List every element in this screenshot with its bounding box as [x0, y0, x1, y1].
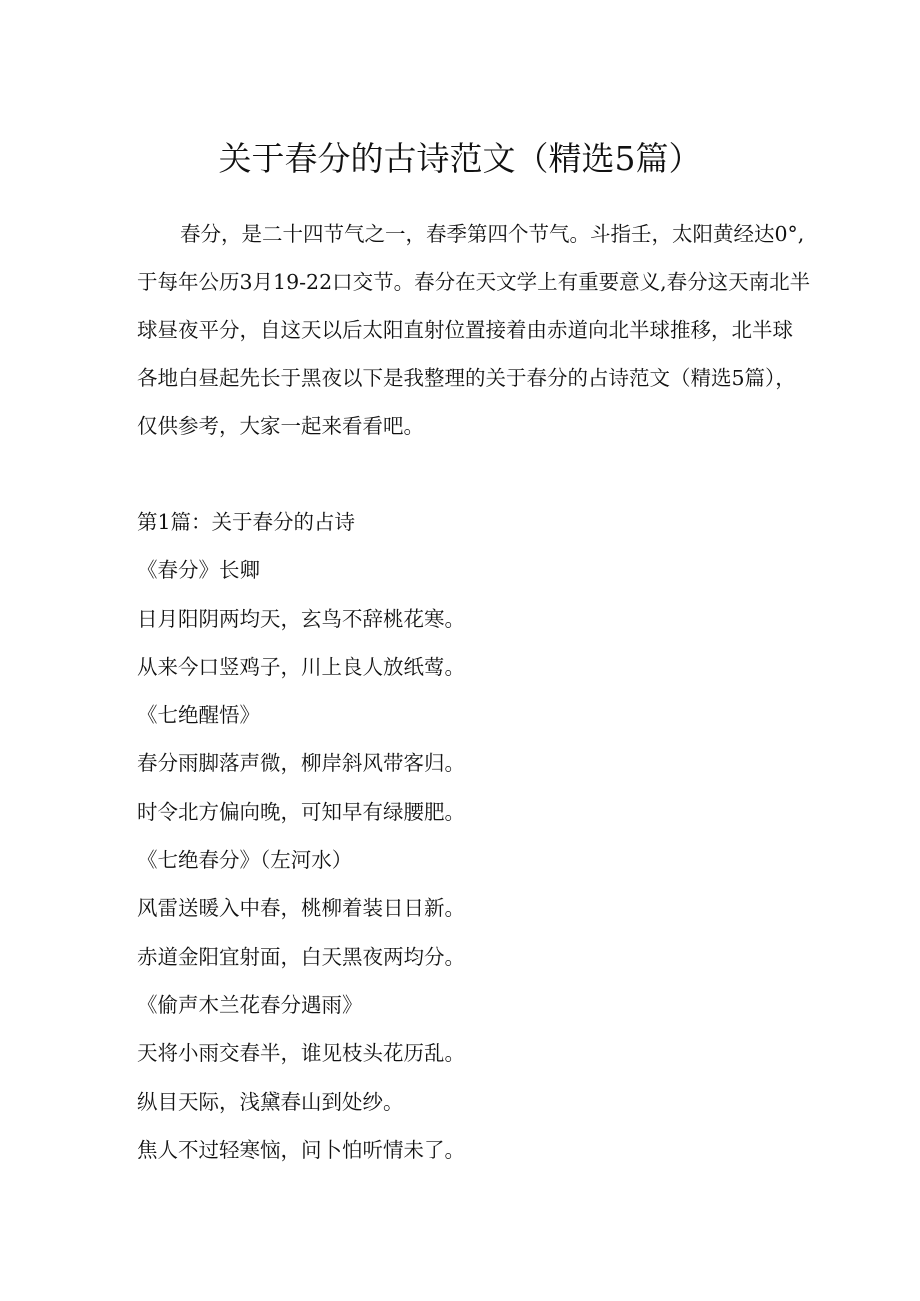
poem-title: 《春分》长卿 [137, 558, 260, 583]
intro-line: 球昼夜平分，自这天以后太阳直射位置接着由赤道向北半球推移，北半球 [137, 318, 793, 342]
poem-line: 春分雨脚落声微，柳岸斜风带客归。 [137, 751, 465, 776]
poem-line: 时令北方偏向晚，可知早有绿腰肥。 [137, 799, 465, 824]
poem-line: 从来今口竖鸡子，川上良人放纸莺。 [137, 654, 465, 679]
poem-line: 纵目天际，浅黛春山到处纱。 [137, 1089, 404, 1114]
poem-title: 《偷声木兰花春分遇雨》 [137, 992, 363, 1017]
poem-line: 日月阳阴两均天，玄鸟不辞桃花寒。 [137, 606, 465, 631]
document-title: 关于春分的古诗范文（精选5篇） [218, 139, 702, 178]
poem-line: 天将小雨交春半，谁见枝头花历乱。 [137, 1041, 465, 1066]
intro-line: 仅供参考，大家一起来看看吧。 [137, 414, 424, 438]
poem-line: 赤道金阳宜射面，白天黑夜两均分。 [137, 944, 465, 969]
intro-paragraph [137, 210, 811, 450]
poem-line: 焦人不过轻寒恼，问卜怕听情未了。 [137, 1137, 465, 1162]
poem-section [137, 498, 797, 1174]
intro-line: 各地白昼起先长于黑夜以下是我整理的关于春分的占诗范文（精选5篇）， [137, 366, 796, 390]
section-heading: 第1篇：关于春分的占诗 [137, 510, 356, 534]
intro-line: 春分，是二十四节气之一，春季第四个节气。斗指壬，太阳黄经达0°, [180, 222, 805, 246]
poem-title: 《七绝醒悟》 [137, 703, 260, 728]
intro-line: 于每年公历3月19-22口交节。春分在天文学上有重要意义,春分这天南北半 [137, 270, 811, 294]
poem-line: 风雷送暖入中春，桃柳着装日日新。 [137, 896, 465, 921]
poem-title: 《七绝春分》（左河水） [137, 848, 353, 873]
